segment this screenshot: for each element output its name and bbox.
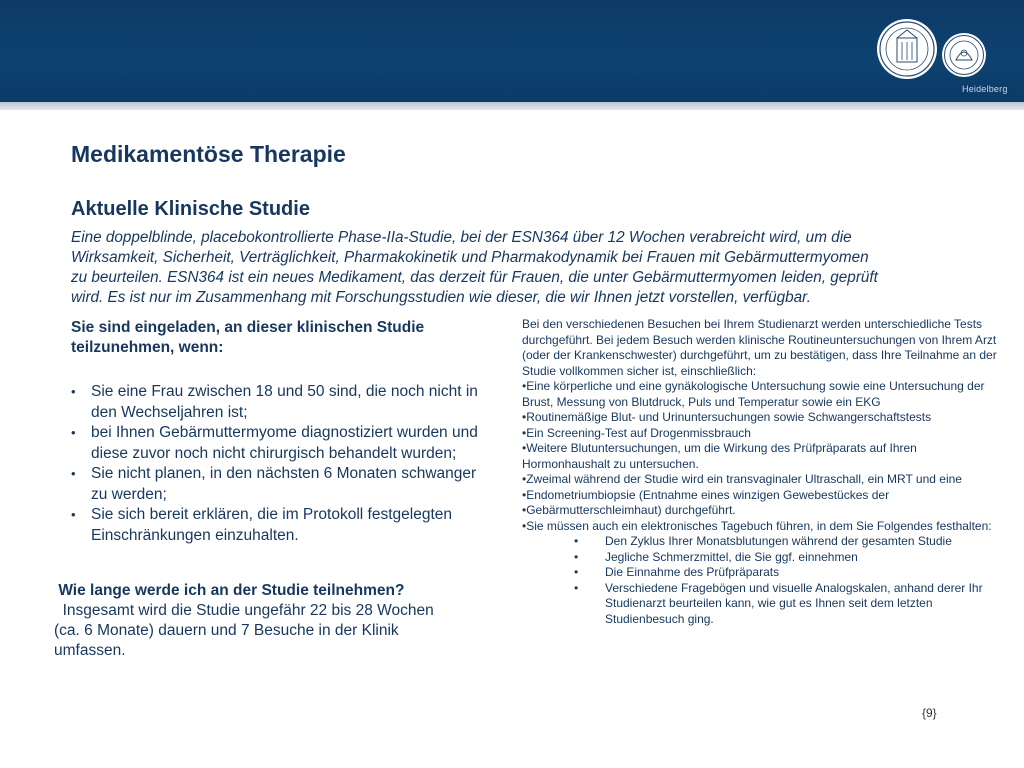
list-item: •Endometriumbiopsie (Entnahme eines winzigen Gewebestückes der •Gebärmutterschleimhaut) durchgeführt.	[522, 487, 890, 517]
eligibility-heading: Sie sind eingeladen, an dieser klinischen Studie teilzunehmen, wenn:	[71, 319, 425, 356]
list-item: • Verschiedene Fragebögen und visuelle Analogskalen, anhand derer Ihr Studienarzt beurteilen kann, wie gut es Ihnen seit dem letzten Studienbesuch ging.	[522, 581, 1007, 628]
list-item: •Zweimal während der Studie wird ein transvaginaler Ultraschall, ein MRT und eine	[522, 472, 962, 486]
slide-header	[0, 0, 1024, 102]
list-item: • Jegliche Schmerzmittel, die Sie ggf. einnehmen	[522, 550, 1007, 566]
list-item: •Ein Screening-Test auf Drogenmissbrauch	[522, 425, 751, 440]
list-item: • Den Zyklus Ihrer Monatsblutungen während der gesamten Studie	[522, 534, 1007, 550]
list-item: •Eine körperliche und eine gynäkologische Untersuchung sowie eine Untersuchung der Brust, Messung von Blutdruck, Puls und Temperatur sowie ein EKG	[522, 379, 985, 409]
visits-intro: Bei den verschiedenen Besuchen bei Ihrem Studienarzt werden unterschiedliche Tests durchgeführt. Bei jedem Besuch werden klinische Routineuntersuchungen von Ihrem Arzt (oder der Krankenschwester) durchgeführt, um zu bestätigen, dass Ihre Teilnahme an der Studie vollkommen sicher ist, einschließlich:	[522, 317, 997, 378]
duration-body-text: Insgesamt wird die Studie ungefähr 22 bis 28 Wochen (ca. 6 Monate) dauern und 7 Besuche in der Klinik umfassen.	[54, 602, 434, 659]
eligibility-list	[71, 382, 491, 546]
list-item: • Sie sich bereit erklären, die im Protokoll festgelegten Einschränkungen einzuhalten.	[71, 505, 491, 546]
intro-line: wird. Es ist nur im Zusammenhang mit Forschungsstudien wie dieser, die wir Ihnen jetzt vorstellen, verfügbar.	[71, 289, 811, 306]
list-item: • Sie nicht planen, in den nächsten 6 Monaten schwanger zu werden;	[71, 464, 491, 505]
duration-body	[54, 601, 454, 661]
brand-label: Heidelberg	[962, 84, 1008, 94]
duration-heading-text: Wie lange werde ich an der Studie teilnehmen?	[58, 582, 405, 599]
list-item: •Weitere Blutuntersuchungen, um die Wirkung des Prüfpräparats auf Ihren Hormonhaushalt zu untersuchen.	[522, 441, 917, 471]
visits-section	[522, 317, 1007, 627]
eligibility-section	[71, 318, 491, 546]
intro-line: Wirksamkeit, Sicherheit, Verträglichkeit, Pharmakokinetik und Pharmakodynamik bei Frauen mit Gebärmuttermyomen	[71, 249, 869, 266]
slide-subtitle: Aktuelle Klinische Studie	[71, 198, 310, 220]
study-intro	[71, 228, 1006, 308]
duration-section	[54, 581, 454, 661]
page-number: {9}	[922, 706, 937, 720]
intro-line: Eine doppelblinde, placebokontrollierte Phase-IIa-Studie, bei der ESN364 über 12 Wochen verabreicht wird, um die	[71, 229, 852, 246]
header-divider	[0, 102, 1024, 110]
duration-heading	[54, 581, 454, 601]
university-seal-icon	[876, 18, 938, 80]
list-item: • bei Ihnen Gebärmuttermyome diagnostiziert wurden und diese zuvor noch nicht chirurgisch behandelt wurden;	[71, 423, 491, 464]
slide-title: Medikamentöse Therapie	[71, 141, 346, 167]
intro-line: zu beurteilen. ESN364 ist ein neues Medikament, das derzeit für Frauen, die unter Gebärmuttermyomen leiden, geprüft	[71, 269, 878, 286]
list-item: •Routinemäßige Blut- und Urinuntersuchungen sowie Schwangerschaftstests	[522, 410, 932, 424]
diary-list	[522, 534, 1007, 627]
list-item: •Sie müssen auch ein elektronisches Tagebuch führen, in dem Sie Folgendes festhalten:	[522, 518, 992, 533]
list-item: • Sie eine Frau zwischen 18 und 50 sind, die noch nicht in den Wechseljahren ist;	[71, 382, 491, 423]
list-item: • Die Einnahme des Prüfpräparats	[522, 565, 1007, 581]
faculty-seal-icon	[941, 32, 987, 78]
